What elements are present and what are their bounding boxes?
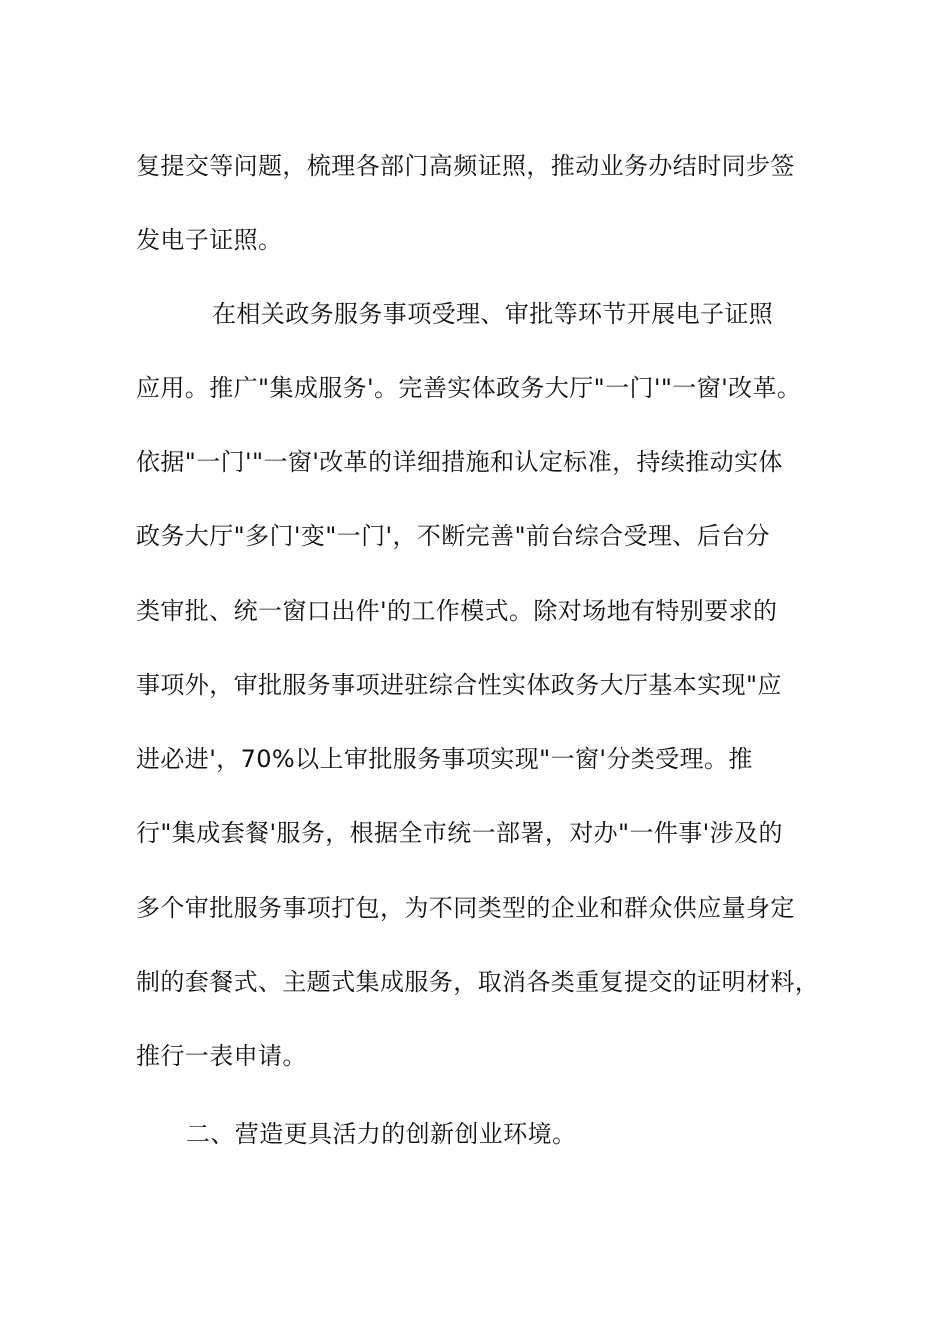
- paragraph-line: 行"集成套餐'服务，根据全市统一部署，对办"一件事'涉及的: [136, 819, 783, 847]
- paragraph-line: 制的套餐式、主题式集成服务，取消各类重复提交的证明材料，: [136, 968, 820, 996]
- paragraph-line: 政务大厅"多门'变"一门'，不断完善"前台综合受理、后台分: [136, 522, 770, 550]
- paragraph-line: 应用。推广"集成服务'。完善实体政务大厅"一门'"一窗'改革。: [136, 374, 802, 402]
- paragraph-line: 发电子证照。: [136, 226, 283, 254]
- paragraph-line: 在相关政务服务事项受理、审批等环节开展电子证照: [212, 300, 774, 328]
- paragraph-line: 多个审批服务事项打包，为不同类型的企业和群众供应量身定: [136, 894, 795, 922]
- section-heading: 二、营造更具活力的创新创业环境。: [186, 1120, 577, 1148]
- paragraph-line: 依据"一门'"一窗'改革的详细措施和认定标准，持续推动实体: [136, 448, 783, 476]
- paragraph-line: 复提交等问题，梳理各部门高频证照，推动业务办结时同步签: [136, 152, 795, 180]
- paragraph-line: 类审批、统一窗口出件'的工作模式。除对场地有特别要求的: [136, 597, 778, 625]
- paragraph-line: 推行一表申请。: [136, 1042, 307, 1070]
- paragraph-line: 事项外，审批服务事项进驻综合性实体政务大厅基本实现"应: [136, 671, 782, 699]
- paragraph-line: 进必进'，70%以上审批服务事项实现"一窗'分类受理。推: [136, 745, 753, 773]
